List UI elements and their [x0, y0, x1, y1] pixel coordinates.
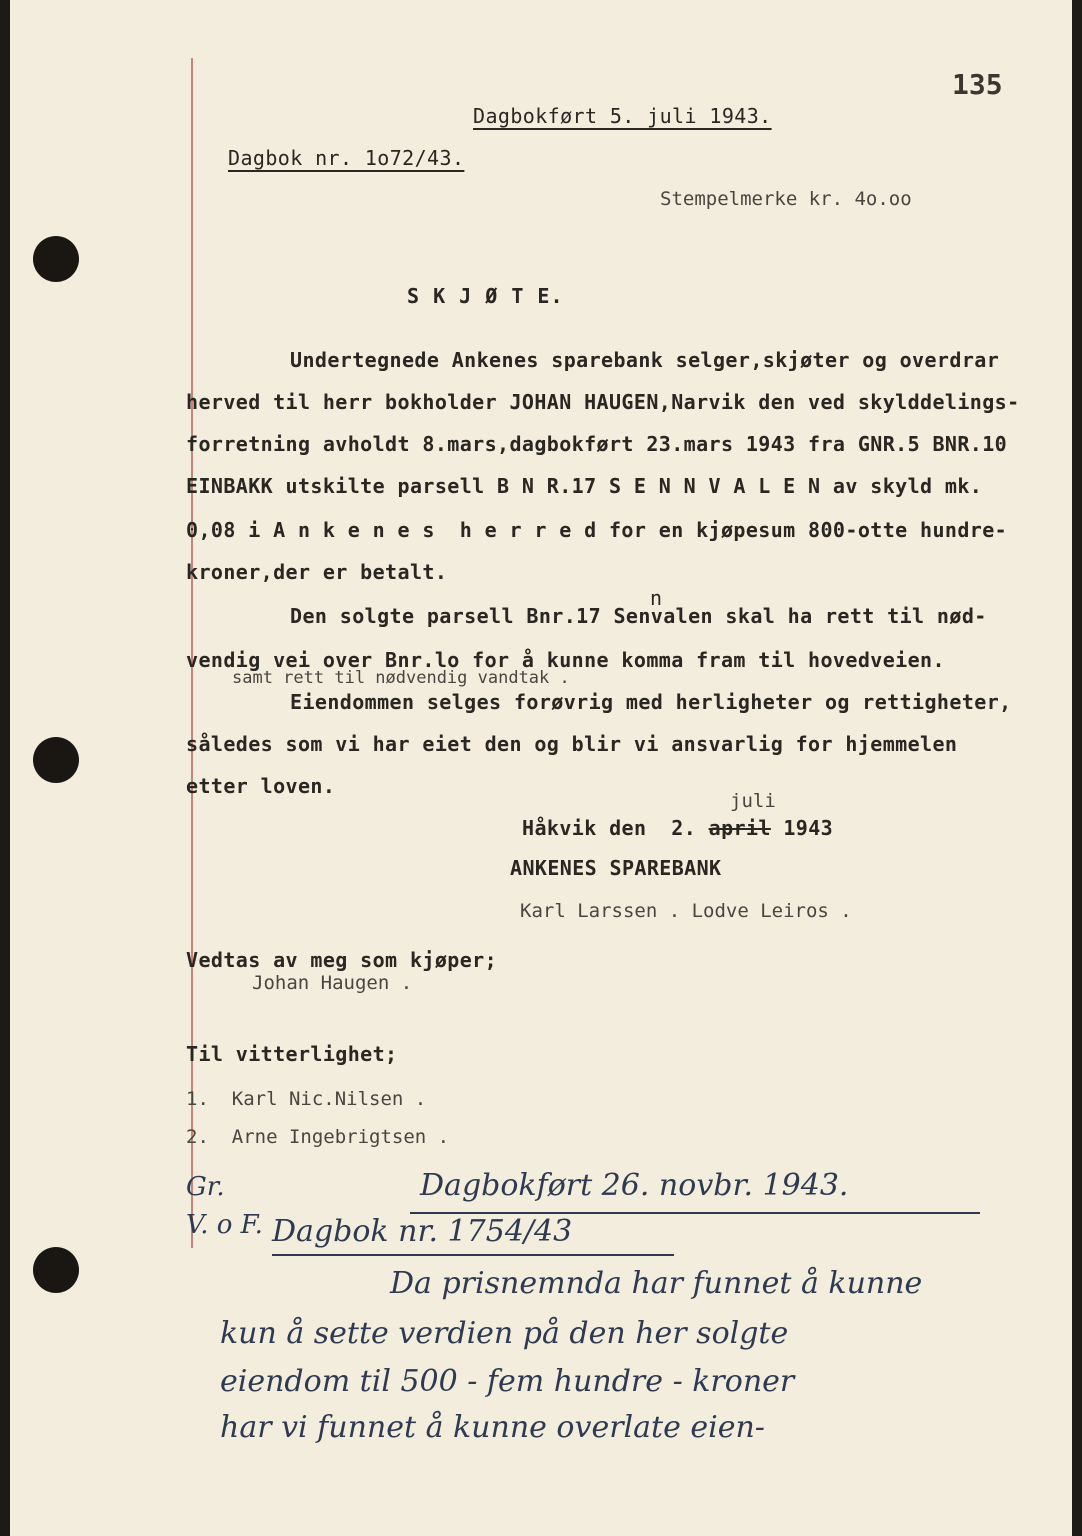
witness-item: 2. Arne Ingebrigtsen . [186, 1126, 450, 1148]
buyer-label: Vedtas av meg som kjøper; [186, 948, 498, 972]
body-line: forretning avholdt 8.mars,dagbokført 23.mars 1943 fra GNR.5 BNR.10 [186, 432, 1008, 456]
body-line: Undertegnede Ankenes sparebank selger,skjøter og overdrar [290, 348, 1000, 372]
body-line: således som vi har eiet den og blir vi ansvarlig for hjemmelen [186, 732, 958, 756]
insert-line: samt rett til nødvendig vandtak . [232, 668, 570, 688]
witness-item: 1. Karl Nic.Nilsen . [186, 1088, 427, 1110]
signature-date: Håkvik den 2. april 1943 [522, 816, 834, 840]
punch-hole [33, 737, 79, 783]
handwritten-dagbok-number: Dagbok nr. 1754/43 [272, 1214, 573, 1249]
buyer-name: Johan Haugen . [252, 972, 413, 994]
body-line: herved til herr bokholder JOHAN HAUGEN,Narvik den ved skylddelings- [186, 390, 1020, 414]
punch-hole [33, 236, 79, 282]
handwritten-margin-note: V. o F. [186, 1210, 263, 1240]
body-line: Eiendommen selges forøvrig med herligheter og rettigheter, [290, 690, 1012, 714]
witness-label: Til vitterlighet; [186, 1042, 398, 1066]
bank-name: ANKENES SPAREBANK [510, 856, 722, 880]
body-line: vendig vei over Bnr.lo for å kunne komma fram til hovedveien. [186, 648, 945, 672]
insert-n: n [650, 586, 663, 610]
body-line: kroner,der er betalt. [186, 560, 448, 584]
signers: Karl Larssen . Lodve Leiros . [520, 900, 852, 922]
handwritten-dagbokfort: Dagbokført 26. novbr. 1943. [420, 1168, 849, 1203]
body-line: EINBAKK utskilte parsell B N R.17 S E N N V A L E N av skyld mk. [186, 474, 983, 498]
dagbokfort-header: Dagbokført 5. juli 1943. [473, 104, 772, 128]
page-number: 135 [952, 68, 1003, 101]
document-page [10, 0, 1072, 1536]
handwritten-line: eiendom til 500 - fem hundre - kroner [220, 1364, 795, 1399]
date-insert: juli [730, 790, 776, 812]
stempelmerke: Stempelmerke kr. 4o.oo [660, 188, 912, 210]
punch-hole [33, 1247, 79, 1293]
body-line: Den solgte parsell Bnr.17 Senvalen skal ha rett til nød- [290, 604, 987, 628]
body-line: 0,08 i A n k e n e s h e r r e d for en kjøpesum 800-otte hundre- [186, 518, 1008, 542]
handwritten-margin-note: Gr. [186, 1172, 225, 1202]
handwritten-line: kun å sette verdien på den her solgte [220, 1316, 789, 1351]
handwritten-line: har vi funnet å kunne overlate eien- [220, 1410, 765, 1445]
document-title: S K J Ø T E. [407, 284, 564, 308]
handwritten-line: Da prisnemnda har funnet å kunne [390, 1266, 923, 1301]
body-line: etter loven. [186, 774, 336, 798]
dagbok-number: Dagbok nr. 1o72/43. [228, 146, 465, 170]
handwritten-underline [272, 1254, 674, 1256]
